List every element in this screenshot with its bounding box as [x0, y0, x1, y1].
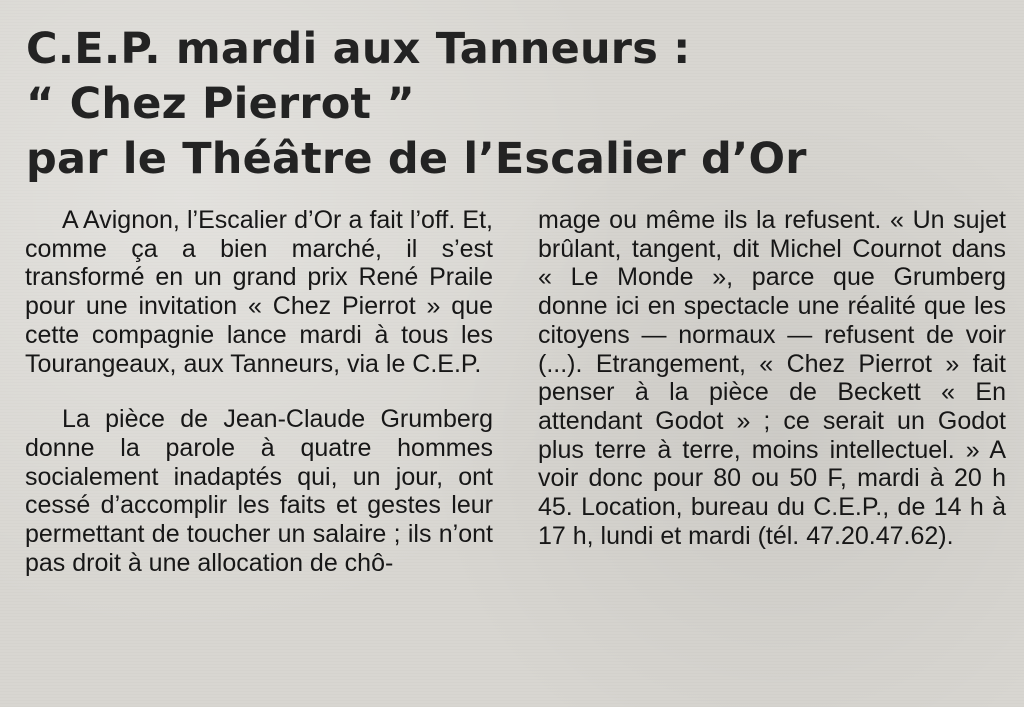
headline-line-2: “ Chez Pierrot ” [26, 79, 415, 129]
article-paragraph-2: La pièce de Jean-Claude Grumberg donne la parole à quatre hommes socialement inadaptés qui, un jour, ont cessé d’accomplir les faits et gestes leur permettant de toucher un salaire ; ils n’ont pas droit à une allocation de chô- [25, 405, 493, 577]
headline-line-3: par le Théâtre de l’Escalier d’Or [26, 134, 807, 184]
article-column-right [538, 206, 1006, 550]
article-paragraph-1: A Avignon, l’Escalier d’Or a fait l’off. Et, comme ça a bien marché, il s’est transformé en un grand prix René Praile pour une invitation « Chez Pierrot » que cette compagnie lance mardi à tous les Tourangeaux, aux Tanneurs, via le C.E.P. [25, 206, 493, 378]
article-column-left [25, 206, 493, 577]
article-headline [26, 22, 1006, 187]
headline-line-1: C.E.P. mardi aux Tanneurs : [26, 24, 691, 74]
article-paragraph-continuation: mage ou même ils la refusent. « Un sujet brûlant, tangent, dit Michel Cournot dans « Le Monde », parce que Grumberg donne ici en spectacle une réalité que les citoyens — normaux — refusent de voir (...). Etrangement, « Chez Pierrot » fait penser à la pièce de Beckett « En attendant Godot » ; ce serait un Godot plus terre à terre, moins intellectuel. » A voir donc pour 80 ou 50 F, mardi à 20 h 45. Location, bureau du C.E.P., de 14 h à 17 h, lundi et mardi (tél. 47.20.47.62). [538, 206, 1006, 550]
